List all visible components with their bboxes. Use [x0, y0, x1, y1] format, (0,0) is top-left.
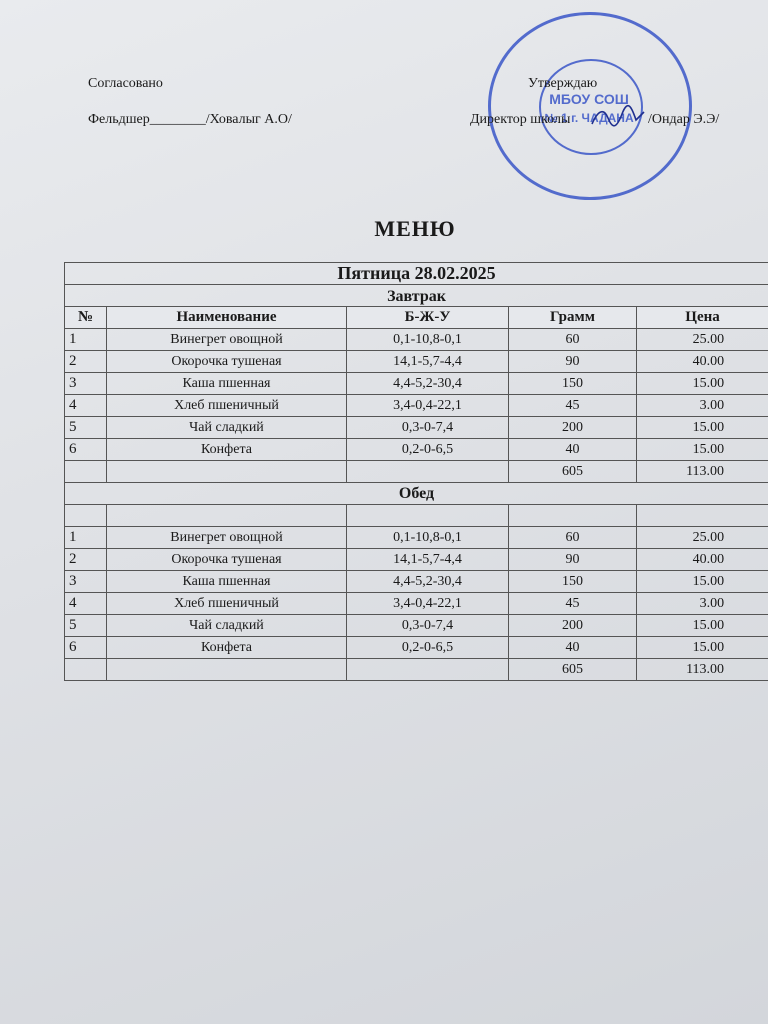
col-gram: Грамм — [509, 307, 637, 329]
dish-gram: 40 — [509, 637, 637, 659]
medic-signature-line: Фельдшер________/Ховалыг А.О/ — [88, 112, 292, 127]
dish-bju: 0,3-0-7,4 — [347, 417, 509, 439]
dish-bju: 0,3-0-7,4 — [347, 615, 509, 637]
lunch-item-row — [65, 593, 768, 615]
row-number: 2 — [65, 351, 107, 373]
empty-cell — [107, 505, 347, 527]
dish-bju: 3,4-0,4-22,1 — [347, 593, 509, 615]
row-number: 2 — [65, 549, 107, 571]
dish-gram: 45 — [509, 395, 637, 417]
day-row — [65, 263, 768, 285]
breakfast-heading: Завтрак — [65, 285, 768, 307]
lunch-item-row — [65, 549, 768, 571]
empty-cell — [65, 659, 107, 681]
dish-price: 3.00 — [637, 395, 768, 417]
lunch-item-row — [65, 527, 768, 549]
row-number: 6 — [65, 637, 107, 659]
dish-gram: 90 — [509, 351, 637, 373]
dish-price: 15.00 — [637, 571, 768, 593]
breakfast-row — [65, 285, 768, 307]
dish-price: 25.00 — [637, 329, 768, 351]
total-price: 113.00 — [637, 461, 768, 483]
total-gram: 605 — [509, 461, 637, 483]
dish-price: 3.00 — [637, 593, 768, 615]
stamp-school-name: МБОУ СОШ — [549, 91, 629, 107]
dish-gram: 150 — [509, 373, 637, 395]
lunch-total-row — [65, 659, 768, 681]
day-heading: Пятница 28.02.2025 — [65, 263, 768, 285]
row-number: 4 — [65, 593, 107, 615]
dish-bju: 0,1-10,8-0,1 — [347, 329, 509, 351]
lunch-heading: Обед — [65, 483, 768, 505]
dish-bju: 14,1-5,7-4,4 — [347, 351, 509, 373]
lunch-item-row — [65, 571, 768, 593]
director-name: /Ондар Э.Э/ — [648, 112, 720, 127]
dish-gram: 200 — [509, 615, 637, 637]
breakfast-item-row — [65, 373, 768, 395]
dish-bju: 0,2-0-6,5 — [347, 637, 509, 659]
empty-cell — [347, 505, 509, 527]
breakfast-item-row — [65, 417, 768, 439]
blank-header-row — [65, 505, 768, 527]
row-number: 3 — [65, 373, 107, 395]
dish-bju: 14,1-5,7-4,4 — [347, 549, 509, 571]
row-number: 1 — [65, 329, 107, 351]
dish-price: 15.00 — [637, 439, 768, 461]
column-header-row — [65, 307, 768, 329]
dish-name: Каша пшенная — [107, 373, 347, 395]
menu-table — [64, 262, 768, 681]
dish-gram: 200 — [509, 417, 637, 439]
dish-price: 15.00 — [637, 373, 768, 395]
dish-price: 15.00 — [637, 417, 768, 439]
dish-bju: 4,4-5,2-30,4 — [347, 373, 509, 395]
dish-name: Конфета — [107, 637, 347, 659]
total-price: 113.00 — [637, 659, 768, 681]
dish-gram: 150 — [509, 571, 637, 593]
dish-name: Окорочка тушеная — [107, 549, 347, 571]
dish-name: Конфета — [107, 439, 347, 461]
dish-price: 40.00 — [637, 549, 768, 571]
col-name: Наименование — [107, 307, 347, 329]
col-number: № — [65, 307, 107, 329]
dish-name: Окорочка тушеная — [107, 351, 347, 373]
director-label: Директор школы — [470, 112, 571, 127]
dish-gram: 40 — [509, 439, 637, 461]
row-number: 1 — [65, 527, 107, 549]
dish-gram: 60 — [509, 527, 637, 549]
total-gram: 605 — [509, 659, 637, 681]
row-number: 6 — [65, 439, 107, 461]
dish-bju: 4,4-5,2-30,4 — [347, 571, 509, 593]
col-price: Цена — [637, 307, 768, 329]
dish-name: Винегрет овощной — [107, 527, 347, 549]
empty-cell — [107, 461, 347, 483]
dish-name: Хлеб пшеничный — [107, 593, 347, 615]
dish-price: 15.00 — [637, 615, 768, 637]
empty-cell — [65, 505, 107, 527]
dish-bju: 0,1-10,8-0,1 — [347, 527, 509, 549]
row-number: 5 — [65, 417, 107, 439]
row-number: 5 — [65, 615, 107, 637]
breakfast-item-row — [65, 351, 768, 373]
dish-bju: 0,2-0-6,5 — [347, 439, 509, 461]
dish-name: Чай сладкий — [107, 417, 347, 439]
dish-bju: 3,4-0,4-22,1 — [347, 395, 509, 417]
empty-cell — [509, 505, 637, 527]
dish-gram: 60 — [509, 329, 637, 351]
approve-label: Утверждаю — [528, 76, 598, 91]
dish-price: 40.00 — [637, 351, 768, 373]
empty-cell — [637, 505, 768, 527]
row-number: 4 — [65, 395, 107, 417]
lunch-item-row — [65, 637, 768, 659]
row-number: 3 — [65, 571, 107, 593]
lunch-item-row — [65, 615, 768, 637]
col-bju: Б-Ж-У — [347, 307, 509, 329]
stamp-school-number: № 1 г. ЧАДАНА — [544, 111, 634, 125]
breakfast-item-row — [65, 439, 768, 461]
dish-gram: 90 — [509, 549, 637, 571]
empty-cell — [347, 659, 509, 681]
approved-label: Согласовано — [88, 76, 163, 91]
empty-cell — [65, 461, 107, 483]
dish-name: Винегрет овощной — [107, 329, 347, 351]
dish-price: 15.00 — [637, 637, 768, 659]
dish-name: Каша пшенная — [107, 571, 347, 593]
empty-cell — [347, 461, 509, 483]
breakfast-total-row — [65, 461, 768, 483]
director-signature — [588, 104, 648, 132]
dish-name: Хлеб пшеничный — [107, 395, 347, 417]
breakfast-item-row — [65, 395, 768, 417]
dish-name: Чай сладкий — [107, 615, 347, 637]
page-title: МЕНЮ — [374, 216, 456, 241]
lunch-row — [65, 483, 768, 505]
empty-cell — [107, 659, 347, 681]
dish-gram: 45 — [509, 593, 637, 615]
breakfast-item-row — [65, 329, 768, 351]
dish-price: 25.00 — [637, 527, 768, 549]
